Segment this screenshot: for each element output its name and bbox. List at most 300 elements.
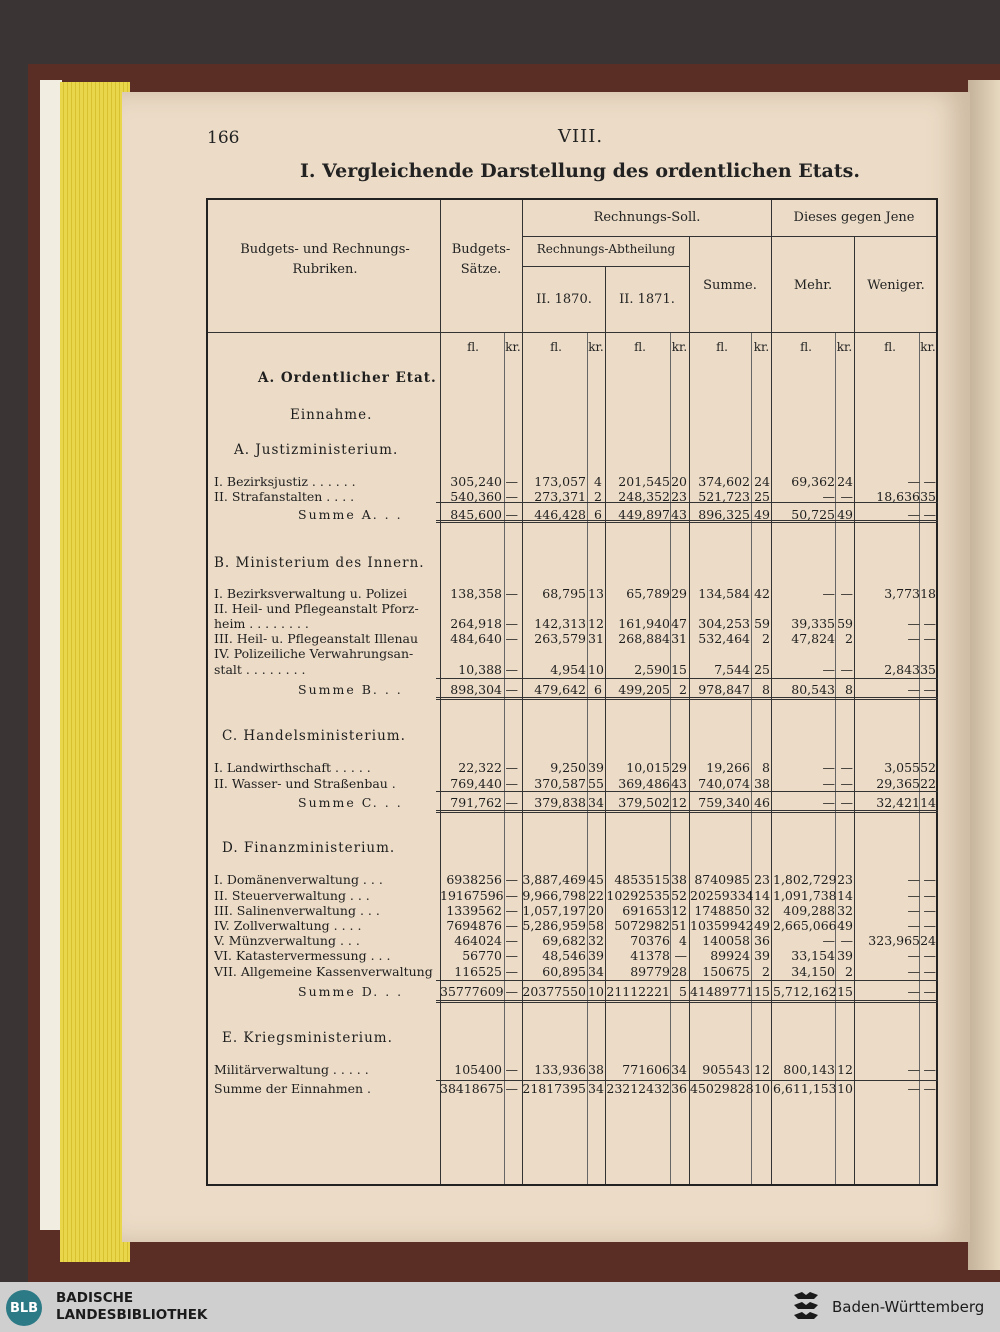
cell-fl2: 499,205 xyxy=(618,682,670,697)
cell-kr0: — xyxy=(505,489,518,504)
sum-rule xyxy=(436,502,938,503)
cell-kr1: 10 xyxy=(588,662,604,677)
cell-kr4: 2 xyxy=(845,964,853,979)
cell-fl0: 791,762 xyxy=(450,795,502,810)
cell-fl2: 369,486 xyxy=(618,776,670,791)
cell-kr0: — xyxy=(505,964,518,979)
cell-fl4: 34,150 xyxy=(791,964,835,979)
cell-fl1: 68,795 xyxy=(542,586,586,601)
table-row xyxy=(208,646,936,662)
cell-fl0: 38418675 xyxy=(440,1081,504,1096)
cell-fl2: 161,940 xyxy=(618,616,670,631)
cell-fl1: 142,313 xyxy=(534,616,586,631)
cell-kr2: 38 xyxy=(671,872,687,887)
cell-fl2: 89779 xyxy=(630,964,670,979)
kr-divider xyxy=(670,332,671,1184)
cell-kr5: — xyxy=(923,964,936,979)
cell-fl5: 29,365 xyxy=(876,776,920,791)
cell-fl4: — xyxy=(822,933,835,948)
cell-fl1: 4,954 xyxy=(550,662,586,677)
table-row xyxy=(208,616,936,632)
page-title: I. Vergleichende Darstellung des ordentlichen Etats. xyxy=(300,160,860,182)
heading-justiz: A. Justizministerium. xyxy=(234,442,399,458)
cell-kr2: 36 xyxy=(671,1081,687,1096)
kr-divider xyxy=(504,332,505,1184)
sum-rule xyxy=(436,678,938,679)
blb-logo[interactable]: BLB xyxy=(6,1290,42,1326)
sum-rule xyxy=(436,1080,938,1081)
cell-kr0: — xyxy=(505,586,518,601)
cell-kr0: — xyxy=(505,616,518,631)
header-weniger: Weniger. xyxy=(867,278,925,293)
cell-fl0: 845,600 xyxy=(450,507,502,522)
row-label: VI. Katastervermessung . . . xyxy=(214,948,391,963)
cell-kr1: 45 xyxy=(588,872,604,887)
cell-kr4: 15 xyxy=(837,984,853,999)
kr-divider xyxy=(919,332,920,1184)
cell-kr1: 2 xyxy=(594,489,602,504)
table-row xyxy=(208,662,936,678)
cell-kr0: — xyxy=(505,984,518,999)
cell-fl5: 18,636 xyxy=(876,489,920,504)
cell-fl2: 201,545 xyxy=(618,474,670,489)
cell-fl4: 800,143 xyxy=(783,1062,835,1077)
cell-fl5: — xyxy=(907,984,920,999)
cell-fl0: 464024 xyxy=(454,933,502,948)
header-line xyxy=(522,266,689,267)
cell-fl2: 10,015 xyxy=(626,760,670,775)
cell-fl4: 33,154 xyxy=(791,948,835,963)
cell-fl3: 304,253 xyxy=(698,616,750,631)
cell-kr2: 51 xyxy=(671,918,687,933)
cell-kr4: — xyxy=(840,760,853,775)
cell-fl3: 1748850 xyxy=(694,903,750,918)
blb-line1: BADISCHE xyxy=(56,1290,134,1306)
cell-fl4: 47,824 xyxy=(791,631,835,646)
cell-fl1: 446,428 xyxy=(534,507,586,522)
section-number: VIII. xyxy=(558,126,604,147)
cell-kr1: 32 xyxy=(588,933,604,948)
cell-fl5: — xyxy=(907,903,920,918)
cell-kr5: — xyxy=(923,507,936,522)
cell-kr0: — xyxy=(505,776,518,791)
cell-kr0: — xyxy=(505,888,518,903)
row-label: II. Wasser- und Straßenbau . xyxy=(214,776,396,791)
header-budget: Budgets- Sätze. xyxy=(451,242,511,277)
cell-fl3: 134,584 xyxy=(698,586,750,601)
cell-fl1: 9,966,798 xyxy=(522,888,586,903)
cell-kr2: 4 xyxy=(679,933,687,948)
cell-fl5: — xyxy=(907,964,920,979)
cell-fl5: 3,055 xyxy=(884,760,920,775)
cell-kr0: — xyxy=(505,662,518,677)
cell-kr0: — xyxy=(505,948,518,963)
cell-fl2: 21112221 xyxy=(606,984,670,999)
cell-fl0: 116525 xyxy=(454,964,502,979)
cell-kr3: 2 xyxy=(762,631,770,646)
cell-kr1: 6 xyxy=(594,682,602,697)
unit-kr: kr. xyxy=(671,340,688,354)
cell-kr2: 20 xyxy=(671,474,687,489)
header-dieses: Dieses gegen Jene xyxy=(793,210,915,225)
cell-kr4: 39 xyxy=(837,948,853,963)
cell-kr2: 28 xyxy=(671,964,687,979)
page-edge xyxy=(40,80,62,1230)
col-divider xyxy=(689,236,690,1184)
header-mehr: Mehr. xyxy=(793,278,833,293)
cell-kr2: 2 xyxy=(679,682,687,697)
cell-kr2: 12 xyxy=(671,903,687,918)
table-row xyxy=(208,903,936,919)
cell-fl5: — xyxy=(907,474,920,489)
sum-double-rule xyxy=(436,810,938,813)
cell-kr2: 31 xyxy=(671,631,687,646)
cell-kr2: 52 xyxy=(671,888,687,903)
cell-kr0: — xyxy=(505,631,518,646)
cell-kr1: 10 xyxy=(588,984,604,999)
cell-fl1: 60,895 xyxy=(542,964,586,979)
cell-fl5: — xyxy=(907,888,920,903)
cell-kr4: 14 xyxy=(837,888,853,903)
cell-kr1: 6 xyxy=(594,507,602,522)
table-row xyxy=(208,586,936,602)
cell-kr1: 34 xyxy=(588,1081,604,1096)
cell-kr0: — xyxy=(505,1062,518,1077)
row-label: IV. Polizeiliche Verwahrungsan- xyxy=(214,646,414,661)
cell-kr0: — xyxy=(505,1081,518,1096)
cell-fl1: 479,642 xyxy=(534,682,586,697)
cell-kr1: 58 xyxy=(588,918,604,933)
cell-fl2: 70376 xyxy=(630,933,670,948)
cell-fl1: 21817395 xyxy=(522,1081,586,1096)
cell-kr2: 5 xyxy=(679,984,687,999)
row-label: V. Münzverwaltung . . . xyxy=(214,933,360,948)
cell-kr1: 13 xyxy=(588,586,604,601)
cell-fl5: 323,965 xyxy=(868,933,920,948)
cell-fl1: 263,579 xyxy=(534,631,586,646)
cell-fl3: 8740985 xyxy=(694,872,750,887)
row-label: III. Salinenverwaltung . . . xyxy=(214,903,380,918)
cell-kr2: 12 xyxy=(671,795,687,810)
cell-kr3: 8 xyxy=(762,760,770,775)
cell-fl4: — xyxy=(822,489,835,504)
cell-kr1: 39 xyxy=(588,760,604,775)
cell-kr5: 18 xyxy=(920,586,936,601)
cell-kr1: 38 xyxy=(588,1062,604,1077)
cell-fl2: 5072982 xyxy=(614,918,670,933)
cell-fl1: 379,838 xyxy=(534,795,586,810)
table-row xyxy=(208,776,936,792)
cell-fl4: — xyxy=(822,760,835,775)
cell-fl3: 740,074 xyxy=(698,776,750,791)
cell-fl5: 2,843 xyxy=(884,662,920,677)
cell-kr2: 15 xyxy=(671,662,687,677)
cell-fl3: 19,266 xyxy=(706,760,750,775)
cell-fl0: 35777609 xyxy=(440,984,504,999)
sum-row xyxy=(208,984,936,1000)
row-label: Summe A. . . xyxy=(298,507,403,522)
cell-kr5: 52 xyxy=(920,760,936,775)
heading-etat: A. Ordentlicher Etat. xyxy=(258,370,437,386)
header-rubriken: Budgets- und Rechnungs- Rubriken. xyxy=(240,242,410,277)
header-line xyxy=(208,332,936,333)
cell-kr0: — xyxy=(505,872,518,887)
kr-divider xyxy=(835,332,836,1184)
bw-label[interactable]: Baden-Württemberg xyxy=(832,1298,985,1316)
col-divider xyxy=(605,266,606,1184)
cell-kr2: 34 xyxy=(671,1062,687,1077)
unit-kr: kr. xyxy=(505,340,521,354)
cell-fl2: 691653 xyxy=(622,903,670,918)
cell-fl1: 69,682 xyxy=(542,933,586,948)
cell-fl1: 1,057,197 xyxy=(522,903,586,918)
blb-name[interactable] xyxy=(56,1290,207,1324)
cell-kr4: — xyxy=(840,933,853,948)
table-row xyxy=(208,888,936,904)
cell-fl4: 2,665,066 xyxy=(773,918,837,933)
cell-fl2: 41378 xyxy=(630,948,670,963)
blb-line2: LANDESBIBLIOTHEK xyxy=(56,1307,208,1323)
table-row xyxy=(208,964,936,980)
cell-kr4: 59 xyxy=(837,616,853,631)
unit-fl: fl. xyxy=(467,340,479,354)
table-row xyxy=(208,760,936,776)
sum-rule xyxy=(436,791,938,792)
cell-fl4: 80,543 xyxy=(791,682,835,697)
heading-handel: C. Handelsministerium. xyxy=(222,728,406,744)
cell-fl3: 140058 xyxy=(702,933,750,948)
cell-kr4: — xyxy=(840,662,853,677)
cell-kr2: 29 xyxy=(671,586,687,601)
cell-kr1: 20 xyxy=(588,903,604,918)
cell-fl4: 50,725 xyxy=(791,507,835,522)
cell-fl5: — xyxy=(907,1081,920,1096)
header-line xyxy=(522,236,936,237)
cell-kr3: 14 xyxy=(754,888,770,903)
cell-kr4: 2 xyxy=(845,631,853,646)
cell-kr0: — xyxy=(505,682,518,697)
cell-kr5: 14 xyxy=(920,795,936,810)
cell-kr3: 8 xyxy=(762,682,770,697)
sum-double-rule xyxy=(436,697,938,700)
cell-fl2: 379,502 xyxy=(618,795,670,810)
cell-fl5: — xyxy=(907,631,920,646)
cell-kr4: — xyxy=(840,776,853,791)
row-label: II. Steuerverwaltung . . . xyxy=(214,888,370,903)
cell-kr5: — xyxy=(923,474,936,489)
cell-fl3: 905543 xyxy=(702,1062,750,1077)
cell-fl0: 540,360 xyxy=(450,489,502,504)
row-label: Summe der Einnahmen . xyxy=(214,1081,372,1096)
cell-fl3: 521,723 xyxy=(698,489,750,504)
cell-fl0: 105400 xyxy=(454,1062,502,1077)
cell-fl2: 2,590 xyxy=(634,662,670,677)
header-summe: Summe. xyxy=(703,278,757,293)
cell-fl2: 10292535 xyxy=(606,888,670,903)
cell-fl0: 484,640 xyxy=(450,631,502,646)
cell-fl3: 45029828 xyxy=(690,1081,754,1096)
cell-kr5: — xyxy=(923,888,936,903)
cell-kr4: 49 xyxy=(837,507,853,522)
cell-kr3: 32 xyxy=(754,903,770,918)
cell-fl0: 898,304 xyxy=(450,682,502,697)
cell-fl3: 978,847 xyxy=(698,682,750,697)
cell-kr5: — xyxy=(923,903,936,918)
cell-kr5: — xyxy=(923,631,936,646)
header-1871: II. 1871. xyxy=(619,292,675,307)
kr-divider xyxy=(751,332,752,1184)
cell-kr0: — xyxy=(505,933,518,948)
cell-fl4: 5,712,162 xyxy=(773,984,837,999)
cell-fl4: 1,091,738 xyxy=(773,888,837,903)
cell-fl4: 409,288 xyxy=(783,903,835,918)
coat-of-arms-icon xyxy=(792,1289,820,1323)
cell-fl2: 23212432 xyxy=(606,1081,670,1096)
cell-fl5: — xyxy=(907,948,920,963)
row-label: III. Heil- u. Pflegeanstalt Illenau xyxy=(214,631,419,646)
cell-kr1: 12 xyxy=(588,616,604,631)
cell-kr5: 24 xyxy=(920,933,936,948)
cell-fl0: 22,322 xyxy=(458,760,502,775)
table-row xyxy=(208,601,936,617)
cell-kr4: 8 xyxy=(845,682,853,697)
gilt-page-edges xyxy=(60,82,130,1262)
row-label: Summe C. . . xyxy=(298,795,403,810)
cell-fl1: 48,546 xyxy=(542,948,586,963)
cell-fl2: 65,789 xyxy=(626,586,670,601)
cell-kr2: 47 xyxy=(671,616,687,631)
cell-kr3: 10 xyxy=(754,1081,770,1096)
cell-kr5: — xyxy=(923,918,936,933)
row-label: I. Domänenverwaltung . . . xyxy=(214,872,383,887)
cell-fl2: 248,352 xyxy=(618,489,670,504)
cell-fl0: 56770 xyxy=(462,948,502,963)
cell-kr2: — xyxy=(674,948,687,963)
page-number: 166 xyxy=(207,128,240,148)
cell-kr2: 43 xyxy=(671,507,687,522)
row-label: I. Bezirksverwaltung u. Polizei xyxy=(214,586,408,601)
cell-kr3: 23 xyxy=(754,872,770,887)
unit-kr: kr. xyxy=(836,340,853,354)
cell-fl5: — xyxy=(907,507,920,522)
facing-page-edge xyxy=(968,80,1000,1270)
table-row xyxy=(208,918,936,934)
table-row xyxy=(208,948,936,964)
cell-fl3: 896,325 xyxy=(698,507,750,522)
cell-fl4: 6,611,153 xyxy=(773,1081,837,1096)
cell-kr0: — xyxy=(505,918,518,933)
table-row xyxy=(208,631,936,647)
cell-kr3: 38 xyxy=(754,776,770,791)
row-label: II. Strafanstalten . . . . xyxy=(214,489,355,504)
cell-kr5: — xyxy=(923,682,936,697)
cell-kr5: 22 xyxy=(920,776,936,791)
table-row xyxy=(208,1062,936,1078)
unit-kr: kr. xyxy=(920,340,936,354)
heading-finanz: D. Finanzministerium. xyxy=(222,840,396,856)
cell-fl2: 4853515 xyxy=(614,872,670,887)
table-row xyxy=(208,933,936,949)
cell-kr0: — xyxy=(505,903,518,918)
sum-row xyxy=(208,682,936,698)
row-label: Summe B. . . xyxy=(298,682,403,697)
col-divider xyxy=(854,236,855,1184)
cell-fl1: 273,371 xyxy=(534,489,586,504)
cell-kr0: — xyxy=(505,760,518,775)
cell-kr5: — xyxy=(923,1081,936,1096)
row-label: II. Heil- und Pflegeanstalt Pforz- xyxy=(214,601,419,616)
cell-fl0: 7694876 xyxy=(446,918,502,933)
cell-fl5: — xyxy=(907,616,920,631)
cell-kr2: 23 xyxy=(671,489,687,504)
cell-fl3: 759,340 xyxy=(698,795,750,810)
cell-fl4: 69,362 xyxy=(791,474,835,489)
cell-kr5: — xyxy=(923,1062,936,1077)
table-row xyxy=(208,1081,936,1097)
cell-fl2: 449,897 xyxy=(618,507,670,522)
cell-fl5: 32,421 xyxy=(876,795,920,810)
cell-kr3: 15 xyxy=(754,984,770,999)
cell-fl3: 10359942 xyxy=(690,918,754,933)
cell-fl0: 10,388 xyxy=(458,662,502,677)
heading-krieg: E. Kriegsministerium. xyxy=(222,1030,393,1046)
cell-fl3: 41489771 xyxy=(690,984,754,999)
cell-kr0: — xyxy=(505,795,518,810)
cell-fl1: 5,286,959 xyxy=(522,918,586,933)
header-soll: Rechnungs-Soll. xyxy=(593,210,701,225)
sum-row xyxy=(208,795,936,811)
cell-fl0: 1339562 xyxy=(446,903,502,918)
cell-fl1: 370,587 xyxy=(534,776,586,791)
cell-kr1: 31 xyxy=(588,631,604,646)
cell-fl4: — xyxy=(822,586,835,601)
cell-fl0: 138,358 xyxy=(450,586,502,601)
cell-kr5: — xyxy=(923,872,936,887)
cell-kr0: — xyxy=(505,474,518,489)
cell-fl4: — xyxy=(822,795,835,810)
kr-divider xyxy=(587,332,588,1184)
cell-fl5: — xyxy=(907,918,920,933)
cell-kr1: 39 xyxy=(588,948,604,963)
unit-fl: fl. xyxy=(550,340,562,354)
cell-kr4: 32 xyxy=(837,903,853,918)
cell-kr3: 59 xyxy=(754,616,770,631)
cell-fl0: 769,440 xyxy=(450,776,502,791)
cell-fl3: 150675 xyxy=(702,964,750,979)
row-label: VII. Allgemeine Kassenverwaltung xyxy=(214,964,433,979)
row-label: stalt . . . . . . . . xyxy=(214,662,306,677)
cell-kr5: — xyxy=(923,616,936,631)
cell-fl0: 19167596 xyxy=(440,888,504,903)
cell-kr4: — xyxy=(840,489,853,504)
cell-kr5: — xyxy=(923,948,936,963)
cell-fl0: 305,240 xyxy=(450,474,502,489)
unit-fl: fl. xyxy=(716,340,728,354)
table-row xyxy=(208,474,936,490)
cell-kr1: 4 xyxy=(594,474,602,489)
cell-fl5: 3,773 xyxy=(884,586,920,601)
cell-fl3: 7,544 xyxy=(714,662,750,677)
cell-fl4: 1,802,729 xyxy=(773,872,837,887)
cell-kr4: 12 xyxy=(837,1062,853,1077)
cell-fl4: — xyxy=(822,776,835,791)
cell-fl3: 374,602 xyxy=(698,474,750,489)
unit-fl: fl. xyxy=(634,340,646,354)
cell-fl0: 264,918 xyxy=(450,616,502,631)
sum-double-rule xyxy=(436,1000,938,1003)
cell-kr3: 2 xyxy=(762,964,770,979)
header-abtheilung: Rechnungs-Abtheilung xyxy=(536,242,676,256)
